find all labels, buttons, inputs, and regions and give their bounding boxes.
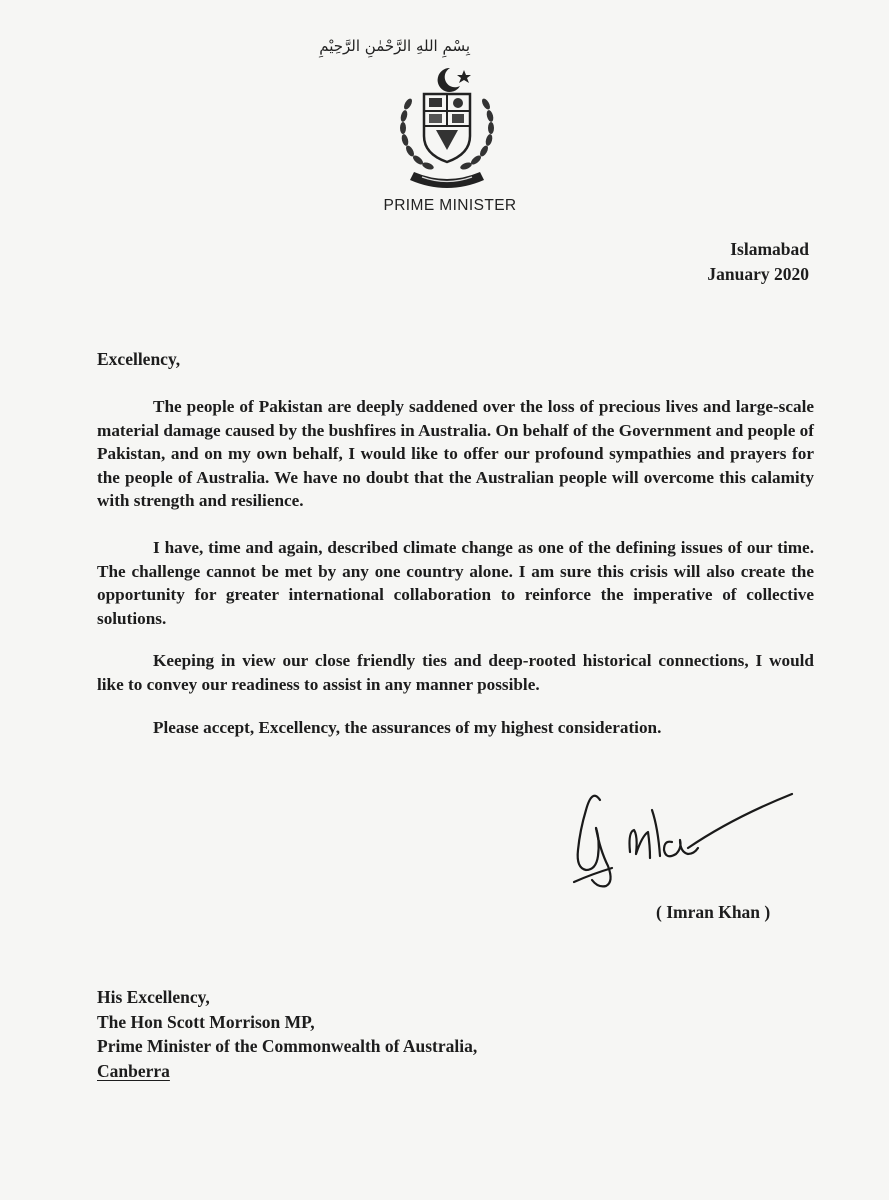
body-paragraph-2: I have, time and again, described climate change as one of the defining issues of our time. The challenge cannot be met by any one country alone. I am sure this crisis will also create the opportunity for greater international collaboration to reinforce the imperative of collective solutions. bbox=[97, 538, 814, 628]
place: Islamabad bbox=[730, 239, 809, 259]
pakistan-state-emblem-icon bbox=[392, 64, 502, 194]
addressee-line-3: Prime Minister of the Commonwealth of Australia, bbox=[97, 1036, 478, 1056]
date: January 2020 bbox=[707, 264, 809, 284]
handwritten-signature-icon bbox=[562, 770, 802, 900]
bismillah-heading: بِسْمِ اللهِ الرَّحْمٰنِ الرَّحِيْمِ bbox=[319, 37, 470, 55]
addressee-line-2: The Hon Scott Morrison MP, bbox=[97, 1011, 315, 1032]
dateline bbox=[707, 237, 809, 287]
signatory-name: ( Imran Khan ) bbox=[656, 902, 771, 922]
body-paragraph-3: Keeping in view our close friendly ties and deep-rooted historical connections, I would like to convey our readiness to assist in any manner possible. bbox=[97, 651, 814, 694]
body-paragraph-1: The people of Pakistan are deeply saddened over the loss of precious lives and large-scale material damage caused by the bushfires in Australia. On behalf of the Government and people of Pakistan, and on my own behalf, I would like to offer our profound sympathies and prayers for the people of Australia. We have no doubt that the Australian people will overcome this calamity with strength and resilience. bbox=[97, 397, 814, 511]
office-title: PRIME MINISTER bbox=[383, 197, 517, 214]
salutation: Excellency, bbox=[97, 349, 181, 369]
addressee-city: Canberra bbox=[97, 1060, 170, 1081]
addressee-block bbox=[97, 985, 477, 1083]
addressee-line-1: His Excellency, bbox=[97, 987, 210, 1007]
closing-line: Please accept, Excellency, the assurances of my highest consideration. bbox=[153, 718, 662, 737]
